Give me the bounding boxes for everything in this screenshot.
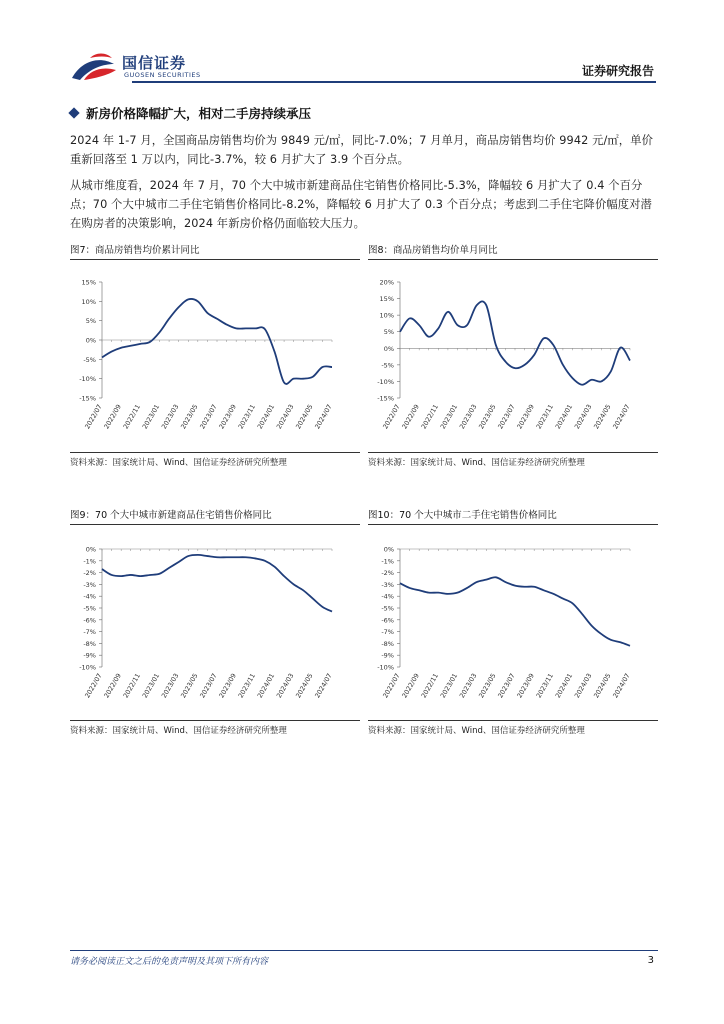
y-tick-label: -8% — [381, 639, 394, 648]
x-tick-label: 2024/07 — [313, 672, 334, 700]
x-tick-label: 2024/03 — [572, 672, 594, 700]
y-tick-label: -1% — [381, 557, 394, 566]
chart-cumulative-yoy — [70, 262, 360, 454]
x-tick-label: 2023/01 — [140, 403, 162, 431]
x-tick-label: 2024/01 — [255, 403, 277, 431]
logo-text-en: GUOSEN SECURITIES — [124, 71, 201, 79]
page-number: 3 — [647, 955, 654, 966]
section-title — [70, 104, 311, 122]
figure-7 — [70, 244, 360, 470]
x-tick-label: 2022/07 — [381, 672, 402, 700]
report-type-label: 证券研究报告 — [581, 64, 654, 78]
y-tick-label: -7% — [381, 628, 394, 637]
figure-source: 资料来源：国家统计局、Wind、国信证券经济研究所整理 — [368, 452, 658, 468]
x-tick-label: 2023/07 — [496, 672, 517, 700]
y-tick-label: 15% — [81, 278, 96, 287]
y-tick-label: -3% — [381, 580, 394, 589]
x-tick-label: 2023/01 — [438, 672, 460, 700]
figure-title: 图10：70 个大中城市二手住宅销售价格同比 — [368, 509, 658, 525]
x-tick-label: 2023/11 — [236, 672, 258, 700]
x-tick-label: 2023/07 — [198, 672, 219, 700]
y-tick-label: -9% — [83, 651, 96, 660]
x-tick-label: 2022/09 — [400, 672, 421, 700]
y-tick-label: -15% — [377, 394, 394, 403]
x-tick-label: 2022/09 — [102, 672, 123, 700]
y-tick-label: -10% — [79, 663, 96, 672]
series-line — [102, 555, 332, 612]
x-tick-label: 2024/01 — [255, 672, 277, 700]
y-tick-label: -2% — [83, 569, 96, 578]
x-tick-label: 2024/05 — [294, 672, 315, 700]
x-tick-label: 2023/05 — [179, 403, 200, 431]
y-tick-label: 0% — [85, 545, 96, 554]
x-tick-label: 2022/11 — [419, 403, 441, 431]
x-tick-label: 2024/07 — [611, 403, 632, 431]
logo-mark-icon — [70, 50, 120, 84]
y-tick-label: -10% — [377, 377, 394, 386]
x-tick-label: 2023/05 — [179, 672, 200, 700]
x-tick-label: 2023/07 — [496, 403, 517, 431]
x-tick-label: 2024/03 — [572, 403, 594, 431]
x-tick-label: 2023/07 — [198, 403, 219, 431]
x-tick-label: 2023/09 — [515, 403, 536, 431]
y-tick-label: -5% — [83, 355, 96, 364]
x-tick-label: 2023/09 — [217, 403, 238, 431]
footer-divider — [70, 950, 658, 951]
y-tick-label: 0% — [85, 336, 96, 345]
figure-9 — [70, 509, 360, 735]
y-tick-label: -9% — [381, 651, 394, 660]
y-tick-label: -3% — [83, 580, 96, 589]
x-tick-label: 2022/07 — [83, 403, 104, 431]
chart-monthly-yoy — [368, 262, 658, 454]
x-tick-label: 2024/07 — [313, 403, 334, 431]
paragraph-2: 从城市维度看，2024 年 7 月，70 个大中城市新建商品住宅销售价格同比-5.3%，降幅较 6 月扩大了 0.4 个百分点；70 个大中城市二手住宅销售价格同比-8.2%，降幅较 6 月扩大了 0.3 个百分点；考虑到二手住宅降价幅度对潜在购房者的决策影响，2024 年新房价格仍面临较大压力。 — [70, 179, 652, 230]
y-tick-label: 15% — [379, 295, 394, 304]
x-tick-label: 2023/01 — [140, 672, 162, 700]
figure-source: 资料来源：国家统计局、Wind、国信证券经济研究所整理 — [70, 720, 360, 736]
x-tick-label: 2024/05 — [592, 672, 613, 700]
figure-title: 图8：商品房销售均价单月同比 — [368, 244, 658, 260]
y-tick-label: -5% — [381, 604, 394, 613]
x-tick-label: 2024/01 — [553, 403, 575, 431]
y-tick-label: -5% — [83, 604, 96, 613]
x-tick-label: 2023/11 — [534, 672, 556, 700]
y-tick-label: -10% — [79, 375, 96, 384]
figure-source: 资料来源：国家统计局、Wind、国信证券经济研究所整理 — [70, 452, 360, 468]
company-logo — [70, 50, 220, 84]
x-tick-label: 2023/05 — [477, 403, 498, 431]
x-tick-label: 2024/05 — [592, 403, 613, 431]
x-tick-label: 2023/03 — [159, 403, 181, 431]
y-tick-label: -15% — [79, 394, 96, 403]
y-tick-label: -10% — [377, 663, 394, 672]
y-tick-label: -4% — [381, 592, 394, 601]
y-tick-label: -7% — [83, 628, 96, 637]
page-header — [0, 0, 724, 90]
x-tick-label: 2023/11 — [236, 403, 258, 431]
section-title-text: 新房价格降幅扩大，相对二手房持续承压 — [86, 106, 312, 121]
figure-source: 资料来源：国家统计局、Wind、国信证券经济研究所整理 — [368, 720, 658, 736]
y-tick-label: 5% — [383, 328, 394, 337]
x-tick-label: 2024/01 — [553, 672, 575, 700]
x-tick-label: 2023/05 — [477, 672, 498, 700]
x-tick-label: 2022/09 — [102, 403, 123, 431]
x-tick-label: 2023/03 — [159, 672, 181, 700]
y-tick-label: 10% — [379, 311, 394, 320]
y-tick-label: -5% — [381, 361, 394, 370]
x-tick-label: 2024/03 — [274, 672, 296, 700]
header-divider — [132, 81, 656, 83]
paragraph-1: 2024 年 1-7 月，全国商品房销售均价为 9849 元/㎡，同比-7.0%；7 月单月，商品房销售均价 9942 元/㎡，单价重新回落至 1 万以内，同比-3.7%，较 6 月扩大了 3.9 个百分点。 — [70, 134, 653, 166]
x-tick-label: 2022/11 — [121, 672, 143, 700]
figure-8 — [368, 244, 658, 470]
x-tick-label: 2024/05 — [294, 403, 315, 431]
figure-10 — [368, 509, 658, 735]
x-tick-label: 2023/09 — [217, 672, 238, 700]
y-tick-label: 10% — [81, 297, 96, 306]
diamond-bullet-icon — [68, 107, 79, 118]
x-tick-label: 2024/03 — [274, 403, 296, 431]
y-tick-label: -1% — [83, 557, 96, 566]
x-tick-label: 2023/09 — [515, 672, 536, 700]
chart-second-hand-70-cities — [368, 527, 658, 719]
x-tick-label: 2023/03 — [457, 403, 479, 431]
y-tick-label: 0% — [383, 545, 394, 554]
x-tick-label: 2022/11 — [121, 403, 143, 431]
x-tick-label: 2023/11 — [534, 403, 556, 431]
y-tick-label: 5% — [85, 317, 96, 326]
figure-title: 图7：商品房销售均价累计同比 — [70, 244, 360, 260]
x-tick-label: 2024/07 — [611, 672, 632, 700]
series-line — [400, 577, 630, 645]
figure-title: 图9：70 个大中城市新建商品住宅销售价格同比 — [70, 509, 360, 525]
y-tick-label: -6% — [381, 616, 394, 625]
logo-text-cn: 国信证券 — [122, 54, 187, 72]
y-tick-label: -6% — [83, 616, 96, 625]
x-tick-label: 2023/03 — [457, 672, 479, 700]
x-tick-label: 2022/07 — [83, 672, 104, 700]
y-tick-label: -8% — [83, 639, 96, 648]
y-tick-label: 0% — [383, 344, 394, 353]
x-tick-label: 2022/07 — [381, 403, 402, 431]
x-tick-label: 2022/09 — [400, 403, 421, 431]
y-tick-label: 20% — [379, 278, 394, 287]
y-tick-label: -4% — [83, 592, 96, 601]
y-tick-label: -2% — [381, 569, 394, 578]
disclaimer-note: 请务必阅读正文之后的免责声明及其项下所有内容 — [70, 957, 269, 967]
x-tick-label: 2023/01 — [438, 403, 460, 431]
series-line — [400, 301, 630, 384]
x-tick-label: 2022/11 — [419, 672, 441, 700]
chart-new-homes-70-cities — [70, 527, 360, 719]
